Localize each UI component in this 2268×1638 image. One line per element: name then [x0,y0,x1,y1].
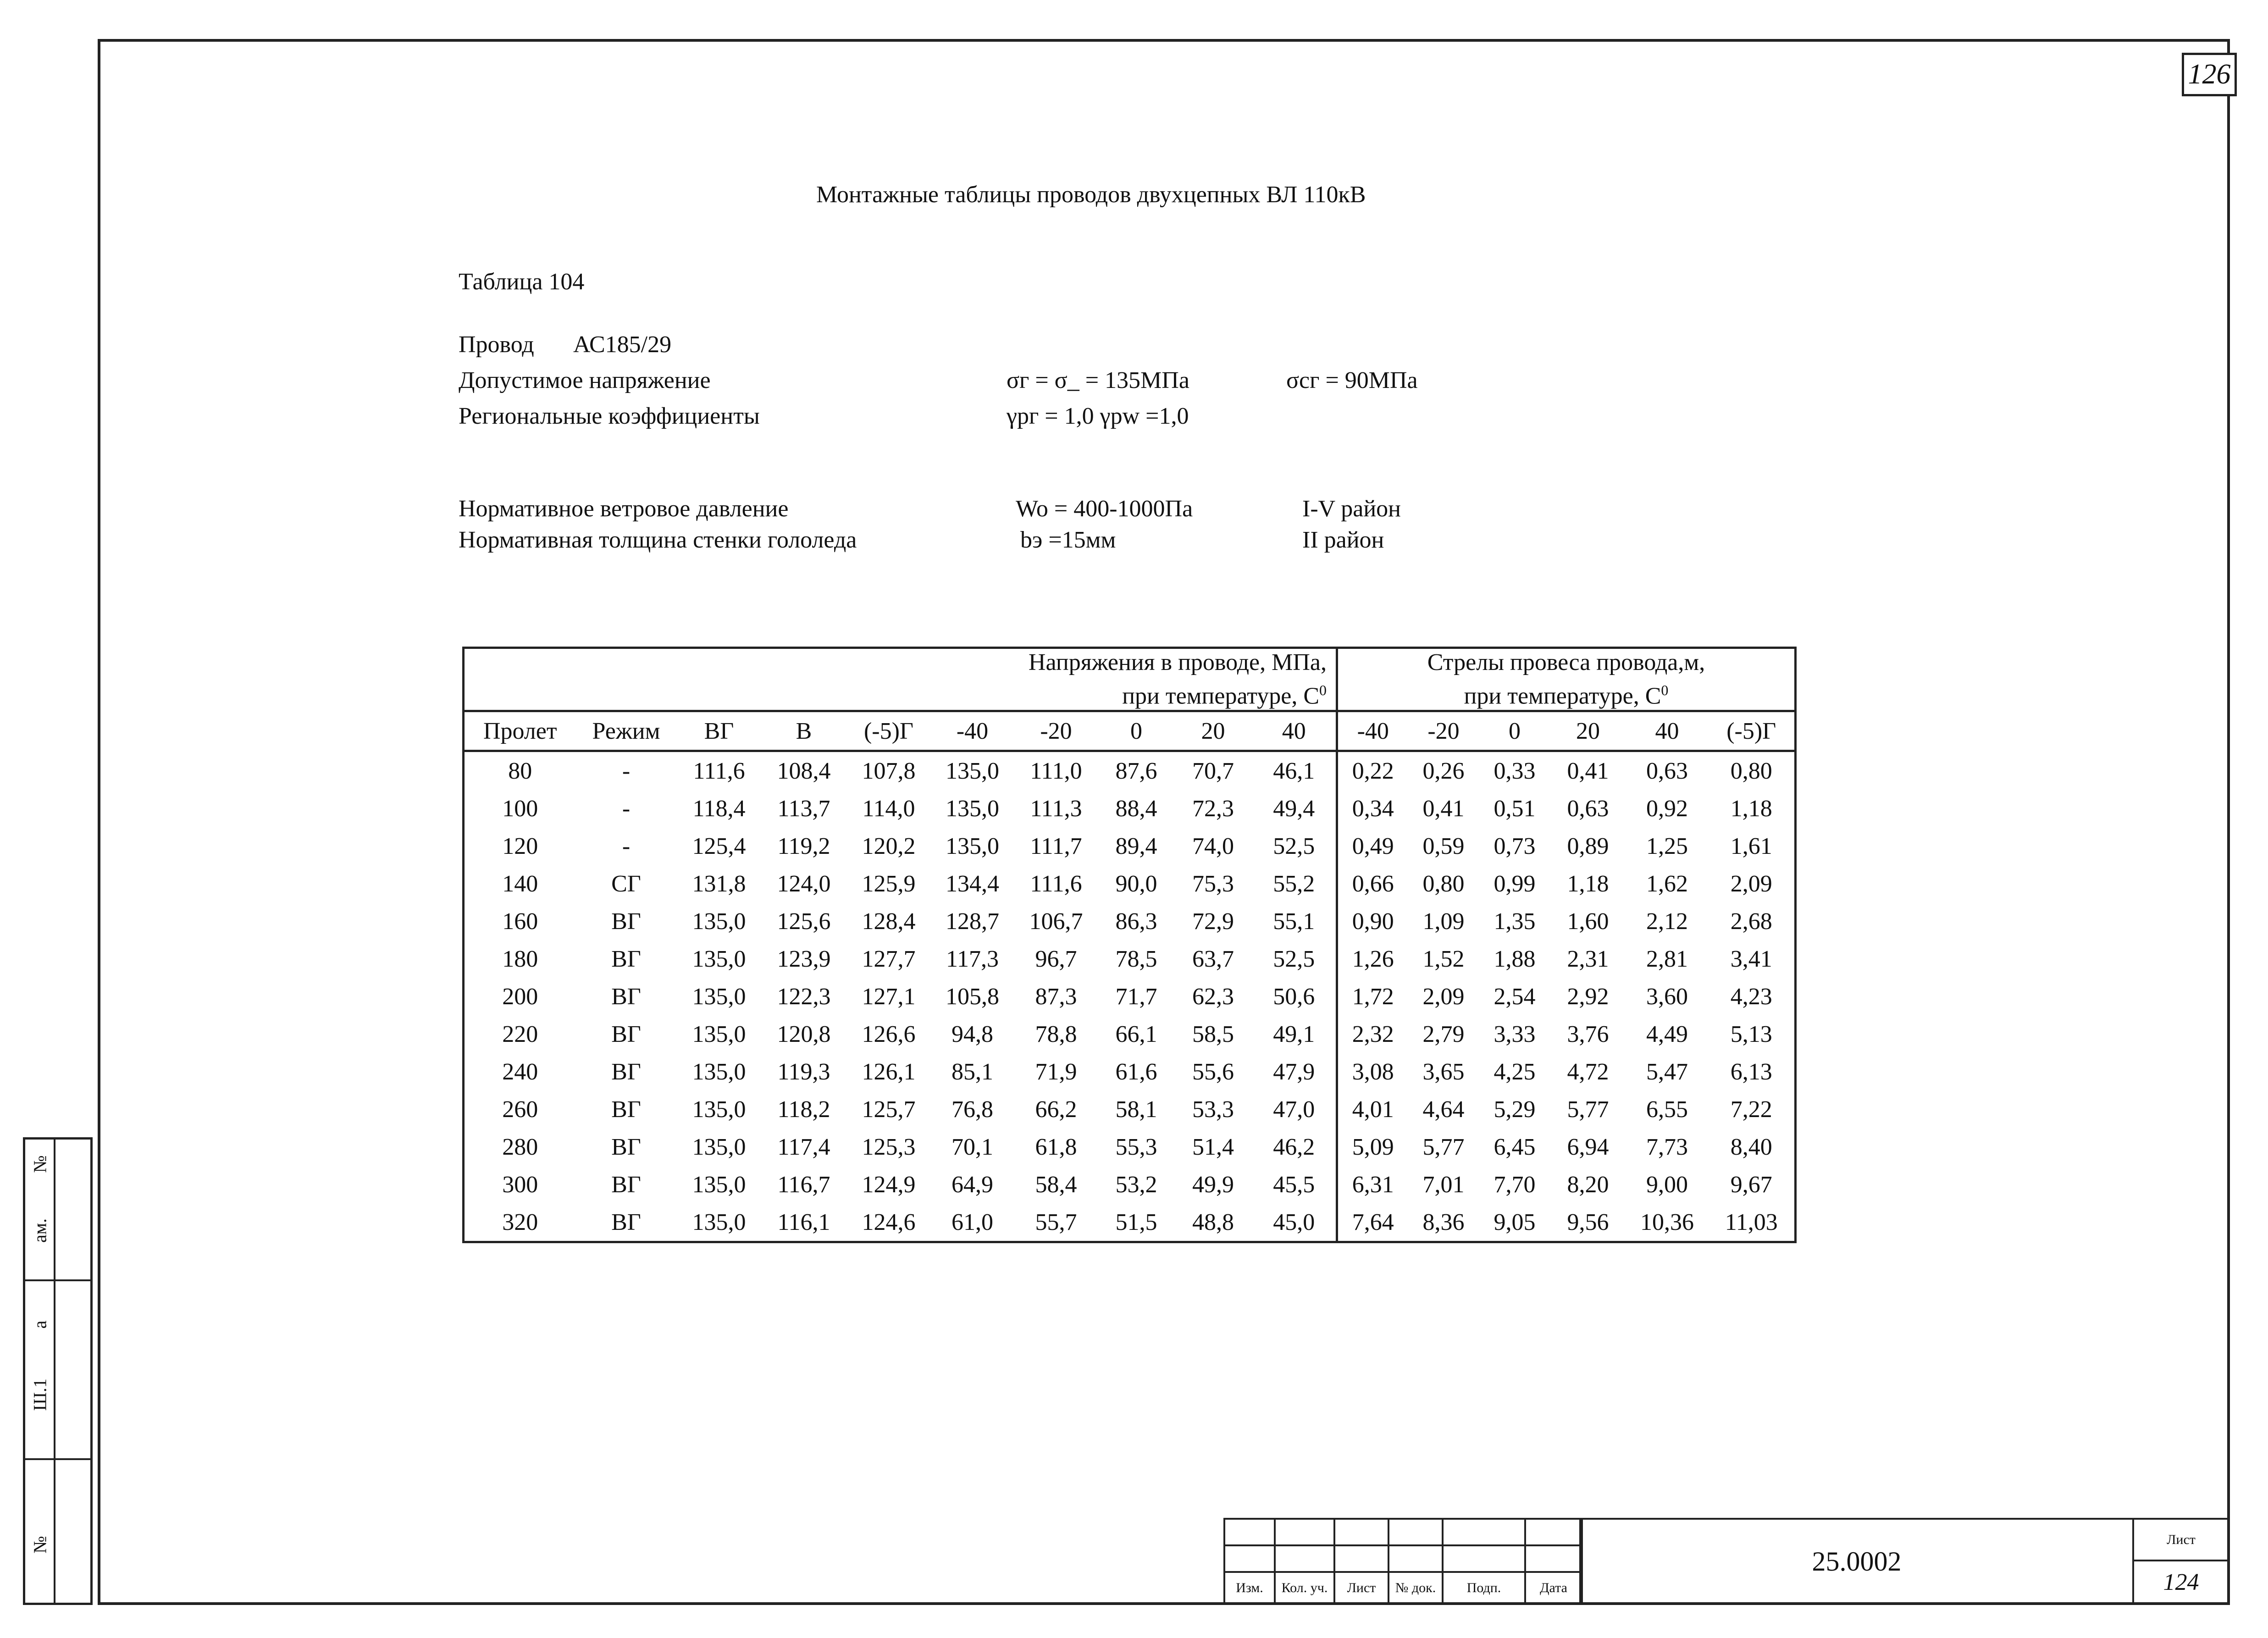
table-cell: 135,0 [692,1134,746,1160]
table-caption: Таблица 104 [459,269,585,295]
table-cell: 117,4 [777,1134,830,1160]
table-cell: 49,4 [1252,790,1337,827]
table-cell: 2,81 [1646,946,1688,972]
table-cell: 0,89 [1567,833,1609,859]
table-cell: 5,09 [1352,1134,1394,1160]
table-cell: 120,8 [777,1021,831,1047]
strip-label: а [29,1320,50,1329]
table-cell: 125,3 [862,1134,916,1160]
table-cell: 58,5 [1192,1021,1234,1047]
table-cell: 72,9 [1192,908,1234,935]
table-cell: 0,41 [1422,795,1465,822]
stamp-column-label: Подп. [1442,1571,1526,1605]
table-cell: 0,49 [1352,833,1394,859]
table-cell: 47,9 [1252,1053,1337,1090]
table-cell: 3,60 [1646,983,1688,1010]
table-cell: 1,25 [1646,833,1688,859]
table-cell: 1,26 [1352,946,1394,972]
table-cell: 9,56 [1550,1203,1626,1242]
wire-label: Провод [459,332,534,358]
table-cell: 128,4 [862,908,916,935]
strip-label: № [29,1536,50,1554]
table-cell: 52,5 [1252,827,1337,865]
table-row [464,902,1796,940]
table-cell: 5,47 [1646,1058,1688,1085]
table-cell: 128,7 [946,908,999,935]
table-row [464,1128,1796,1166]
table-cell: 7,73 [1646,1134,1688,1160]
table-cell: 53,2 [1115,1171,1157,1198]
table-cell: 75,3 [1192,870,1234,897]
table-cell: 66,2 [1035,1096,1077,1123]
table-cell: 4,01 [1352,1096,1394,1123]
table-cell: 2,92 [1567,983,1609,1010]
stamp-cell [1524,1518,1583,1546]
table-cell: ВГ [611,1134,641,1160]
table-cell: 2,12 [1646,908,1688,935]
stamp-cell [1333,1518,1389,1546]
table-row [464,790,1796,827]
wind-value: Wo = 400-1000Па [1016,496,1193,522]
table-cell: 61,6 [1115,1058,1157,1085]
table-cell: 134,4 [946,870,999,897]
table-cell: 125,9 [862,870,916,897]
table-cell: 135,0 [946,833,999,859]
stamp-column-label: № док. [1388,1571,1444,1605]
table-cell: 135,0 [946,758,999,784]
table-cell: 89,4 [1115,833,1157,859]
table-cell: 78,5 [1115,946,1157,972]
strip-label: № [29,1155,50,1173]
table-cell: 4,25 [1494,1058,1536,1085]
table-cell: 8,40 [1709,1128,1796,1166]
table-cell: 6,94 [1567,1134,1609,1160]
wire-value: АС185/29 [573,332,672,358]
table-cell: ВГ [576,1203,677,1242]
stamp-column-label: Дата [1524,1571,1583,1605]
table-cell: 125,4 [692,833,746,859]
column-header: 40 [1252,711,1337,751]
table-cell: 0,22 [1352,758,1394,784]
table-cell: 10,36 [1626,1203,1709,1242]
table-cell: 280 [464,1128,576,1166]
table-cell: 87,3 [1035,983,1077,1010]
table-cell: 1,09 [1422,908,1465,935]
stamp-cell [1274,1518,1335,1546]
table-cell: 320 [464,1203,576,1242]
table-cell: 135,0 [692,908,746,935]
column-header: 0 [1479,711,1550,751]
table-cell: 76,8 [951,1096,993,1123]
table-cell: 3,08 [1352,1058,1394,1085]
table-cell: 125,6 [777,908,831,935]
table-cell: 6,45 [1494,1134,1536,1160]
table-cell: 5,13 [1709,1015,1796,1053]
table-cell: 58,4 [1035,1171,1077,1198]
table-cell: 124,9 [862,1171,916,1198]
table-cell: 45,5 [1252,1166,1337,1203]
sag-group-header: Стрелы провеса провода,м, при температуре, $С^0$ [1337,648,1796,711]
table-row [464,1053,1796,1090]
table-cell: 88,4 [1115,795,1157,822]
stamp-cell [1274,1544,1335,1573]
table-cell: 7,64 [1337,1203,1408,1242]
table-row [464,1015,1796,1053]
table-cell: 9,00 [1646,1171,1688,1198]
table-cell: - [622,795,631,822]
table-cell: 135,0 [692,1171,746,1198]
table-cell: 120,2 [862,833,916,859]
table-cell: 2,31 [1567,946,1609,972]
column-header: 20 [1174,711,1252,751]
ice-region: II район [1302,527,1384,553]
ice-label: Нормативная толщина стенки гололеда [459,527,857,553]
table-cell: 4,72 [1567,1058,1609,1085]
column-header: ВГ [677,711,762,751]
table-cell: 5,29 [1494,1096,1536,1123]
table-row [464,1203,1796,1242]
table-cell: 119,2 [777,833,830,859]
table-cell: 0,66 [1352,870,1394,897]
table-cell: 90,0 [1115,870,1157,897]
table-cell: 8,20 [1567,1171,1609,1198]
column-header: Пролет [464,711,576,751]
table-cell: 111,6 [693,758,745,784]
allowed-stress-cr: σсг = 90МПа [1286,367,1418,393]
table-cell: 50,6 [1252,978,1337,1015]
table-cell: 1,18 [1567,870,1609,897]
table-cell: 135,0 [677,1203,762,1242]
table-cell: 108,4 [777,758,831,784]
table-cell: 126,1 [862,1058,916,1085]
table-cell: 1,35 [1494,908,1536,935]
stamp-column-label: Лист [1333,1571,1389,1605]
table-cell: 140 [464,865,576,902]
stamp-column-label: Изм. [1223,1571,1276,1605]
column-header: 0 [1099,711,1174,751]
column-header: В [762,711,846,751]
table-cell: 126,6 [862,1021,916,1047]
table-row [464,978,1796,1015]
column-header: 40 [1626,711,1709,751]
table-cell: 0,80 [1422,870,1465,897]
table-cell: 100 [464,790,576,827]
table-cell: - [622,758,631,784]
table-cell: 55,6 [1192,1058,1234,1085]
strip-label: ам. [29,1218,50,1243]
table-cell: 160 [464,902,576,940]
table-cell: 135,0 [692,983,746,1010]
table-cell: 5,77 [1422,1134,1465,1160]
table-cell: 125,7 [862,1096,916,1123]
table-row [464,751,1796,790]
table-cell: 111,3 [1030,795,1082,822]
table-cell: 111,6 [1030,870,1082,897]
table-cell: 74,0 [1192,833,1234,859]
table-cell: 66,1 [1115,1021,1157,1047]
table-cell: 2,09 [1422,983,1465,1010]
table-row [464,827,1796,865]
strip-label: Ш.1 [29,1378,50,1411]
table-cell: 62,3 [1192,983,1234,1010]
table-cell: 127,7 [862,946,916,972]
table-cell: 70,1 [951,1134,993,1160]
table-cell: 64,9 [951,1171,993,1198]
table-cell: 55,3 [1115,1134,1157,1160]
table-cell: ВГ [611,908,641,935]
table-cell: 113,7 [777,795,830,822]
binding-strip [23,1137,93,1605]
table-cell: 49,1 [1252,1015,1337,1053]
table-cell: 111,0 [1030,758,1082,784]
table-cell: 0,33 [1494,758,1536,784]
allowed-stress-label: Допустимое напряжение [459,367,711,393]
table-cell: 107,8 [862,758,916,784]
table-cell: 55,1 [1252,902,1337,940]
table-cell: 1,72 [1352,983,1394,1010]
table-cell: ВГ [611,1021,641,1047]
table-cell: 135,0 [692,1096,746,1123]
table-cell: 51,4 [1192,1134,1234,1160]
table-cell: 7,01 [1422,1171,1465,1198]
table-cell: 5,77 [1567,1096,1609,1123]
table-cell: 1,61 [1709,827,1796,865]
table-cell: 3,33 [1494,1021,1536,1047]
table-cell: 85,1 [951,1058,993,1085]
table-cell: 1,52 [1422,946,1465,972]
table-cell: 119,3 [777,1058,830,1085]
table-cell: 135,0 [692,1058,746,1085]
stamp-cell [1524,1544,1583,1573]
table-cell: 2,32 [1352,1021,1394,1047]
regional-value: γрг = 1,0 γpw =1,0 [1007,403,1189,429]
table-cell: 80 [464,751,576,790]
table-row [464,940,1796,978]
column-header: (-5)Г [846,711,931,751]
stamp-cell [1388,1544,1444,1573]
table-cell: 3,41 [1709,940,1796,978]
table-cell: 4,49 [1646,1021,1688,1047]
table-cell: 114,0 [862,795,915,822]
table-cell: 0,80 [1709,751,1796,790]
table-row [464,865,1796,902]
table-cell: 0,34 [1352,795,1394,822]
sheet-label: Лист [2132,1518,2230,1561]
table-cell: 0,92 [1646,795,1688,822]
corner-page-number: 126 [2182,53,2237,96]
table-cell: 118,2 [777,1096,830,1123]
table-cell: 45,0 [1252,1203,1337,1242]
table-cell: 0,26 [1422,758,1465,784]
table-cell: ВГ [611,946,641,972]
table-cell: 6,13 [1709,1053,1796,1090]
table-cell: 135,0 [946,795,999,822]
table-cell: 2,68 [1709,902,1796,940]
regional-label: Региональные коэффициенты [459,403,760,429]
stamp-cell [1333,1544,1389,1573]
table-cell: 7,22 [1709,1090,1796,1128]
table-cell: 55,7 [1014,1203,1099,1242]
table-row [464,1166,1796,1203]
table-cell: 86,3 [1115,908,1157,935]
table-cell: 220 [464,1015,576,1053]
table-cell: 46,2 [1252,1128,1337,1166]
table-cell: 300 [464,1166,576,1203]
table-cell: 4,64 [1422,1096,1465,1123]
table-cell: 78,8 [1035,1021,1077,1047]
allowed-stress-value: σг = σ_ = 135МПа [1007,367,1189,393]
table-cell: 127,1 [862,983,916,1010]
table-cell: 116,1 [762,1203,846,1242]
ice-value: bэ =15мм [1020,527,1116,553]
table-cell: 55,2 [1252,865,1337,902]
table-cell: 131,8 [692,870,746,897]
table-cell: 70,7 [1192,758,1234,784]
stamp-cell [1442,1518,1526,1546]
mounting-table [462,647,1797,1243]
title-block [1223,1518,2230,1605]
table-cell: 53,3 [1192,1096,1234,1123]
table-cell: 124,6 [846,1203,931,1242]
column-header: -20 [1408,711,1479,751]
table-cell: 9,67 [1709,1166,1796,1203]
table-row [464,1090,1796,1128]
table-cell: 135,0 [692,1021,746,1047]
table-cell: 0,63 [1567,795,1609,822]
table-cell: ВГ [611,1171,641,1198]
table-cell: 6,31 [1352,1171,1394,1198]
table-cell: 47,0 [1252,1090,1337,1128]
table-cell: ВГ [611,1058,641,1085]
table-cell: 11,03 [1709,1203,1796,1242]
table-cell: 116,7 [777,1171,830,1198]
stamp-cell [1442,1544,1526,1573]
table-cell: 52,5 [1252,940,1337,978]
table-cell: 106,7 [1029,908,1083,935]
stamp-column-label: Кол. уч. [1274,1571,1335,1605]
table-cell: 6,55 [1646,1096,1688,1123]
table-cell: 135,0 [692,946,746,972]
table-cell: 0,41 [1567,758,1609,784]
table-cell: 124,0 [777,870,831,897]
column-header: -20 [1014,711,1099,751]
table-cell: 120 [464,827,576,865]
table-cell: 0,51 [1494,795,1536,822]
document-number: 25.0002 [1579,1518,2134,1605]
column-header: Режим [576,711,677,751]
table-cell: 122,3 [777,983,831,1010]
table-cell: 118,4 [692,795,746,822]
stress-group-header: Напряжения в проводе, МПа, при температуре, $С^0$ [464,648,1337,711]
table-cell: 96,7 [1035,946,1077,972]
table-cell: 4,23 [1709,978,1796,1015]
table-cell: 3,65 [1422,1058,1465,1085]
table-cell: 46,1 [1252,751,1337,790]
table-cell: 71,9 [1035,1058,1077,1085]
table-cell: 51,5 [1099,1203,1174,1242]
table-cell: 123,9 [777,946,831,972]
table-cell: 9,05 [1479,1203,1550,1242]
table-cell: ВГ [611,983,641,1010]
table-cell: 61,0 [931,1203,1014,1242]
table-cell: 260 [464,1090,576,1128]
table-cell: - [622,833,631,859]
table-cell: 8,36 [1408,1203,1479,1242]
column-header: 20 [1550,711,1626,751]
table-cell: 0,59 [1422,833,1465,859]
stamp-cell [1388,1518,1444,1546]
stamp-cell [1223,1518,1276,1546]
column-header: (-5)Г [1709,711,1796,751]
table-cell: 105,8 [946,983,999,1010]
sheet-number: 124 [2132,1560,2230,1605]
table-cell: 49,9 [1192,1171,1234,1198]
table-cell: 1,60 [1567,908,1609,935]
table-cell: 3,76 [1567,1021,1609,1047]
stamp-cell [1223,1544,1276,1573]
column-header: -40 [1337,711,1408,751]
table-cell: 2,09 [1709,865,1796,902]
table-cell: 48,8 [1174,1203,1252,1242]
column-header: -40 [931,711,1014,751]
table-cell: 2,79 [1422,1021,1465,1047]
table-cell: 7,70 [1494,1171,1536,1198]
table-cell: 240 [464,1053,576,1090]
table-cell: 72,3 [1192,795,1234,822]
table-cell: 200 [464,978,576,1015]
table-cell: 63,7 [1192,946,1234,972]
column-header-row [464,711,1796,751]
table-cell: 1,88 [1494,946,1536,972]
table-cell: 71,7 [1115,983,1157,1010]
wind-region: I-V район [1302,496,1401,522]
table-cell: 1,62 [1646,870,1688,897]
table-cell: 0,73 [1494,833,1536,859]
table-cell: 58,1 [1115,1096,1157,1123]
table-cell: 87,6 [1115,758,1157,784]
table-cell: 117,3 [946,946,999,972]
table-cell: 0,63 [1646,758,1688,784]
table-cell: ВГ [611,1096,641,1123]
wind-label: Нормативное ветровое давление [459,496,789,522]
table-cell: 0,90 [1352,908,1394,935]
table-cell: 61,8 [1035,1134,1077,1160]
table-cell: 2,54 [1494,983,1536,1010]
table-cell: 111,7 [1030,833,1082,859]
table-cell: 180 [464,940,576,978]
page-title: Монтажные таблицы проводов двухцепных ВЛ 110кВ [816,182,1366,208]
table-cell: 1,18 [1709,790,1796,827]
table-cell: 94,8 [951,1021,993,1047]
table-cell: СГ [611,870,641,897]
table-cell: 0,99 [1494,870,1536,897]
